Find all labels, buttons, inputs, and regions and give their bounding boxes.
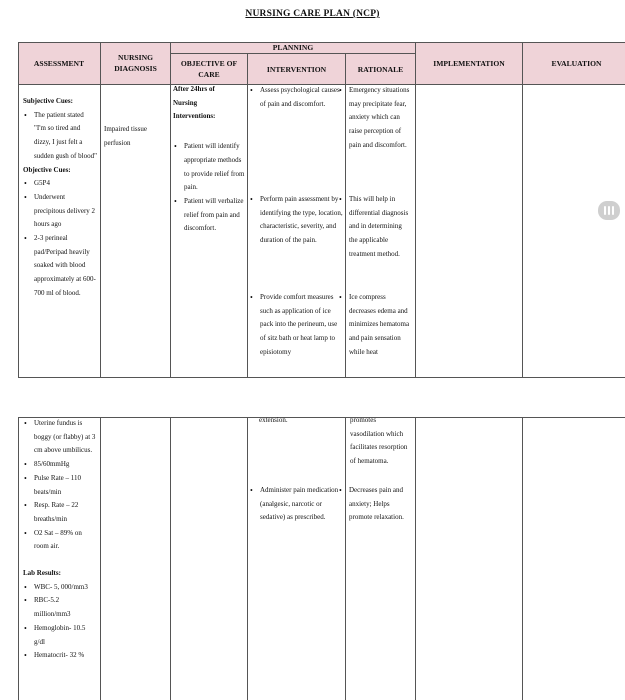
objective-item: • Patient will identify appropriate methods to provide relief from pain. — [173, 140, 245, 195]
objective-cues-heading: Objective Cues: — [23, 165, 71, 174]
rationale-item: • Emergency situations may precipitate fear, anxiety which can raise perception of pain and discomfort. — [338, 84, 412, 153]
intervention-item: • Assess psychological causes of pain and discomfort. — [249, 84, 343, 111]
assessment-cell — [23, 95, 97, 301]
assessment-item: • Uterine fundus is boggy (or flabby) at 3 cm above umbilicus. — [23, 417, 97, 458]
intervention-item: • Provide comfort measures such as application of ice pack into the perineum, use of sitz bath or heat lamp to episiotomy — [249, 291, 343, 360]
lab-result-item: • RBC-5.2 million/mm3 — [23, 594, 97, 621]
objective-cue-item: • 2-3 perineal pad/Peripad heavily soaked with blood approximately at 600-700 ml of blood. — [23, 232, 97, 301]
header-nursing-diagnosis: NURSING DIAGNOSIS — [114, 53, 157, 73]
assessment-item: • 85/60mmHg — [23, 458, 97, 472]
rationale-item: • Ice compress decreases edema and minimizes hematoma and pain sensation while heat — [338, 291, 412, 360]
header-implementation: IMPLEMENTATION — [433, 58, 505, 68]
objective-cue-item: • G5P4 — [23, 177, 97, 191]
objective-heading: Interventions: — [173, 112, 216, 121]
objective-item: • Patient will verbalize relief from pain and discomfort. — [173, 195, 245, 236]
lab-result-item: • Hematocrit- 32 % — [23, 649, 97, 663]
scrollbar-thumb[interactable] — [598, 201, 620, 220]
intervention-item: • Administer pain medication (analgesic, narcotic or sedative) as prescribed. — [249, 484, 343, 525]
header-objective-of-care: OBJECTIVE OF CARE — [180, 59, 238, 79]
assessment-item: • O2 Sat – 89% on room air. — [23, 527, 97, 554]
rationale-item: • Decreases pain and anxiety; Helps promote relaxation. — [338, 484, 412, 525]
subjective-cue-item: • The patient stated "I'm so tired and dizzy, I just felt a sudden gush of blood" — [23, 109, 97, 164]
assessment-item: • Resp. Rate – 22 breaths/min — [23, 499, 97, 526]
header-planning: PLANNING — [272, 43, 314, 52]
rationale-item: • This will help in differential diagnosis and in determining the applicable treatment method. — [338, 193, 412, 262]
header-intervention: INTERVENTION — [266, 64, 327, 74]
objective-heading: After 24hrs of — [173, 85, 215, 93]
objective-cell — [173, 83, 245, 236]
subjective-cues-heading: Subjective Cues: — [23, 97, 73, 105]
intervention-continued: extension. — [259, 416, 288, 424]
nursing-diagnosis-cell: Impaired tissue perfusion — [104, 125, 147, 147]
objective-cue-item: • Underwent precipitous delivery 2 hours ago — [23, 191, 97, 232]
assessment-item: • Pulse Rate – 110 beats/min — [23, 472, 97, 499]
lab-result-item: • Hemoglobin- 10.5 g/dl — [23, 622, 97, 649]
objective-heading: Nursing — [173, 98, 198, 107]
intervention-item: • Perform pain assessment by identifying the type, location, characteristic, severity, and duration of the pain. — [249, 193, 343, 248]
assessment-cell-continued — [23, 417, 97, 663]
lab-result-item: • WBC- 5, 000/mm3 — [23, 581, 97, 595]
header-rationale: RATIONALE — [357, 64, 404, 74]
rationale-continued: promotes vasodilation which facilitates resorption of hematoma. — [350, 416, 408, 466]
header-assessment: ASSESSMENT — [33, 58, 85, 68]
header-evaluation: EVALUATION — [551, 58, 602, 68]
page-title: NURSING CARE PLAN (NCP) — [245, 9, 380, 19]
lab-results-heading: Lab Results: — [23, 569, 61, 578]
